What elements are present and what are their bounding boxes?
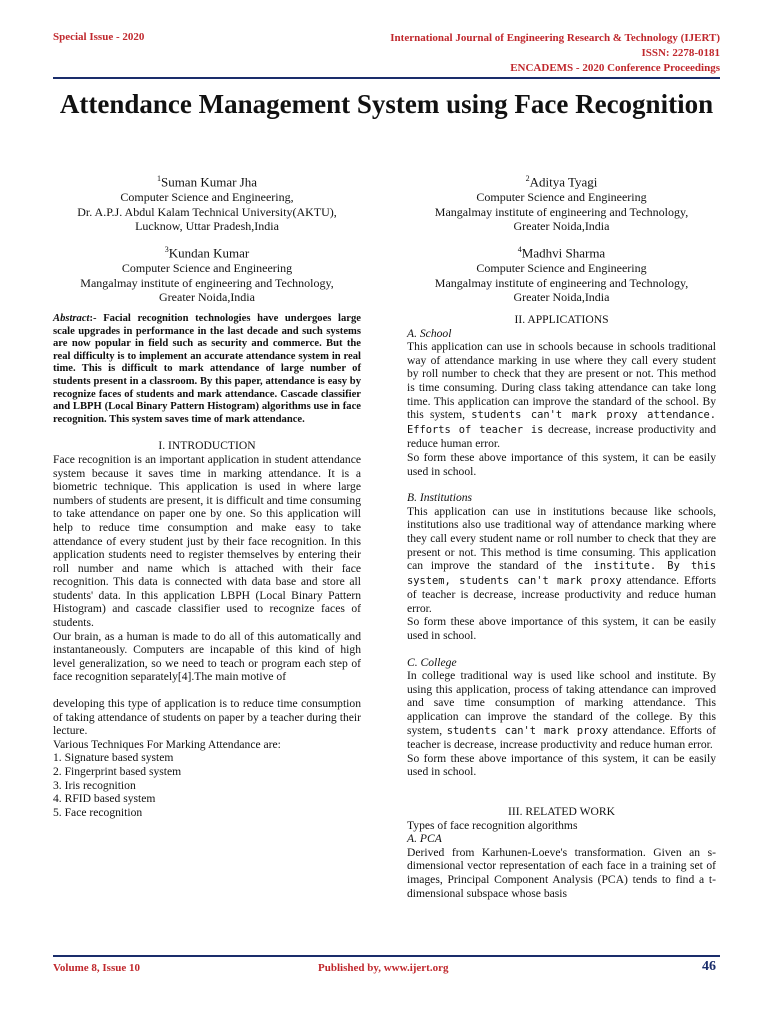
paper-title: Attendance Management System using Face Recognition <box>59 89 714 119</box>
journal-issue-label: Special Issue - 2020 <box>53 31 145 43</box>
author-affiliation: Greater Noida,India <box>159 290 255 305</box>
college-paragraph: In college traditional way is used like school and institute. By using this application, process of taking attendance can improved and save time consumption of marking attendance. This application can improve the standard of the college. By this system, students can't mark proxy attendance. Efforts of teacher is decrease, increase productivity and reduce human error. <box>407 669 716 752</box>
author-block-1 <box>53 170 361 234</box>
author-block-2 <box>407 170 716 234</box>
author-name: $^2$Aditya Tyagi <box>525 174 598 190</box>
college-conclusion: So form these above importance of this system, it can be easily used in school. <box>407 751 716 779</box>
header-divider <box>53 77 720 79</box>
pca-paragraph: Derived from Karhunen-Loeve's transformation. Given an s-dimensional vector representation of each face in a training set of images, Principal Component Analysis (PCA) tends to find a t-dimensional subspace whose basis <box>407 845 716 900</box>
author-affiliation: Mangalmay institute of engineering and Technology, <box>80 275 334 290</box>
author-affiliation: Computer Science and Engineering <box>121 261 293 276</box>
journal-name: International Journal of Engineering Research & Technology (IJERT) <box>390 32 720 44</box>
institutions-conclusion: So form these above importance of this system, it can be easily used in school. <box>407 615 716 643</box>
author-affiliation: Mangalmay institute of engineering and Technology, <box>434 275 689 290</box>
related-work-intro: Types of face recognition algorithms <box>407 818 578 832</box>
list-item: 2. Fingerprint based system <box>53 765 182 778</box>
issn: ISSN: 2278-0181 <box>641 47 720 59</box>
subsection-college: C. College <box>407 655 457 669</box>
author-affiliation: Dr. A.P.J. Abdul Kalam Technical University(AKTU), <box>77 204 337 219</box>
abstract: Abstract:- Facial recognition technologies have undergoes large scale upgrades in performance in the last decade and such systems are now popular in field such as security and commerce. But the real difficulty is to implement an accurate attendance system in real time. This is difficult to mark attendance of large number of students present in a classroom. By this paper, attendance is easy by recognize faces of students and mark attendance. Cascade classifier and LBPH (Local Binary Pattern Histogram) algorithms use in face recognition. This system saves time of mark attendance. <box>53 313 361 425</box>
subsection-pca: A. PCA <box>407 832 442 846</box>
intro-paragraph-3: developing this type of application is to reduce time consumption of taking attendance of students on paper by a teacher during their lecture. <box>53 697 361 738</box>
author-name: $^1$Suman Kumar Jha <box>156 174 258 190</box>
list-item: 1. Signature based system <box>53 751 174 765</box>
footer-divider <box>53 955 720 957</box>
techniques-list <box>53 751 361 819</box>
section-heading-introduction: I. INTRODUCTION <box>158 439 256 453</box>
author-name: $^4$Madhvi Sharma <box>517 245 606 261</box>
left-column <box>53 313 361 819</box>
author-block-3 <box>53 241 361 305</box>
conference-name: ENCADEMS - 2020 Conference Proceedings <box>510 62 720 74</box>
publisher-link[interactable]: Published by, www.ijert.org <box>318 962 449 974</box>
author-affiliation: Greater Noida,India <box>513 290 610 305</box>
page-number: 46 <box>702 959 716 974</box>
author-affiliation: Greater Noida,India <box>513 219 610 234</box>
intro-paragraph-1: Face recognition is an important application in student attendance system because it saves time in marking attendance. It is a biometric technique. This application is used in where large numbers of students are present, it is difficult and time consuming to take attendance on paper one by one. So this application will help to reduce time consumption and make easy to take attendance of every student just by their face recognition. In this application students need to register themselves by entering their roll number and name which is attached with their face recognition. This data is connected with data base and store all students' data. In this application LBPH (Local Binary Pattern Histogram) and cascade classifier used to recognize faces of students. <box>53 452 361 630</box>
school-paragraph: This application can use in schools because in schools traditional way of attendance marking in use where they call every student by roll number to check that they are present or not. This method is time consuming. During class taking attendance can take long time. This application can improve the standard of the school. By this system, students can't mark proxy attendance. Efforts of teacher is decrease, increase productivity and reduce human error. <box>407 340 716 451</box>
institutions-paragraph: This application can use in institutions because like schools, institutions also use traditional way of attendance marking where they call every student name or roll number to check that they are present or not. This method is time consuming. This application can improve the standard of the institute. By this system, students can't mark proxy attendance. Efforts of teacher is decrease, increase productivity and reduce human error. <box>407 504 716 615</box>
author-affiliation: Mangalmay institute of engineering and Technology, <box>434 204 689 219</box>
author-affiliation: Computer Science and Engineering <box>476 190 647 205</box>
author-name: $^3$Kundan Kumar <box>164 245 250 261</box>
list-item: 4. RFID based system <box>53 792 156 806</box>
subsection-school: A. School <box>407 326 452 340</box>
right-column <box>407 313 716 900</box>
author-block-4 <box>407 241 716 305</box>
author-affiliation: Lucknow, Uttar Pradesh,India <box>135 219 279 234</box>
list-item: 5. Face recognition <box>53 805 143 819</box>
techniques-intro: Various Techniques For Marking Attendance are: <box>53 737 281 751</box>
journal-header-block <box>390 31 720 76</box>
volume-issue: Volume 8, Issue 10 <box>53 962 140 974</box>
subsection-institutions: B. Institutions <box>407 491 473 505</box>
school-conclusion: So form these above importance of this system, it can be easily used in school. <box>407 450 716 478</box>
list-item: 3. Iris recognition <box>53 778 136 792</box>
section-heading-applications: II. APPLICATIONS <box>514 313 609 326</box>
author-affiliation: Computer Science and Engineering, <box>120 190 294 205</box>
section-heading-related-work: III. RELATED WORK <box>507 805 615 818</box>
intro-paragraph-2: Our brain, as a human is made to do all of this automatically and instantaneously. Computers are incapable of this kind of high level generalization, so we need to teach or program each step of face recognition separately[4].The main motive of <box>53 629 361 684</box>
author-affiliation: Computer Science and Engineering <box>476 261 647 276</box>
